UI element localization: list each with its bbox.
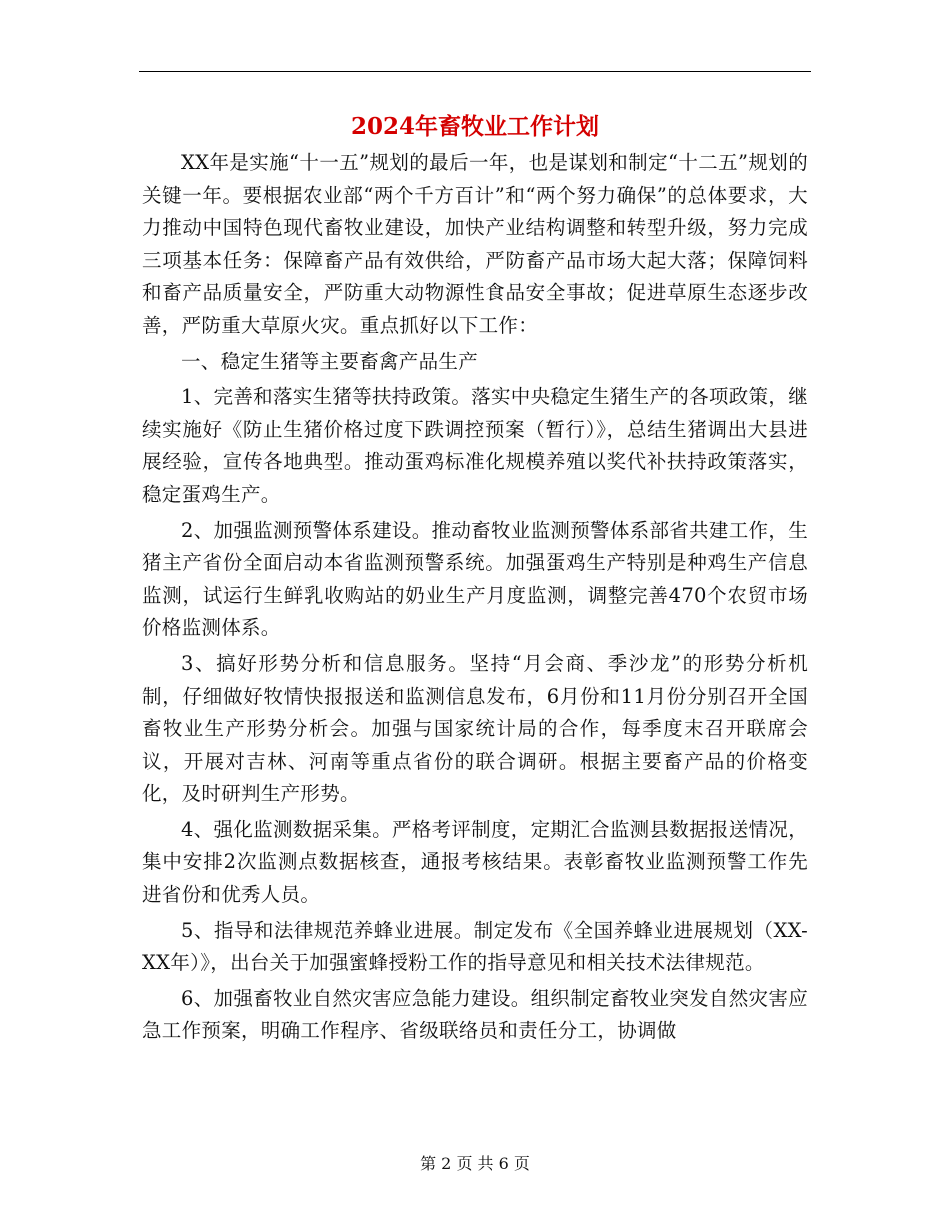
header-rule bbox=[139, 71, 811, 72]
paragraph-item-1: 1、完善和落实生猪等扶持政策。落实中央稳定生猪生产的各项政策，继续实施好《防止生猪价格过度下跌调控预案（暂行）》，总结生猪调出大县进展经验，宣传各地典型。推动蛋鸡标准化规模养殖以奖代补扶持政策落实，稳定蛋鸡生产。 bbox=[142, 385, 808, 506]
section-heading-1: 一、稳定生猪等主要畜禽产品生产 bbox=[181, 349, 479, 373]
paragraph-intro: XX年是实施“十一五”规划的最后一年，也是谋划和制定“十二五”规划的关键一年。要根据农业部“两个千方百计”和“两个努力确保”的总体要求，大力推动中国特色现代畜牧业建设，加快产业结构调整和转型升级，努力完成三项基本任务：保障畜产品有效供给，严防畜产品市场大起大落；保障饲料和畜产品质量安全，严防重大动物源性食品安全事故；促进草原生态逐步改善，严防重大草原火灾。重点抓好以下工作： bbox=[142, 151, 808, 337]
paragraph-item-6: 6、加强畜牧业自然灾害应急能力建设。组织制定畜牧业突发自然灾害应急工作预案，明确工作程序、省级联络员和责任分工，协调做 bbox=[142, 986, 808, 1043]
page-footer: 第 2 页 共 6 页 bbox=[420, 1154, 530, 1173]
paragraph-item-5: 5、指导和法律规范养蜂业进展。制定发布《全国养蜂业进展规划（XX-XX年）》，出台关于加强蜜蜂授粉工作的指导意见和相关技术法律规范。 bbox=[142, 918, 808, 975]
paragraph-item-2: 2、加强监测预警体系建设。推动畜牧业监测预警体系部省共建工作，生猪主产省份全面启动本省监测预警系统。加强蛋鸡生产特别是种鸡生产信息监测，试运行生鲜乳收购站的奶业生产月度监测，调整完善470个农贸市场价格监测体系。 bbox=[142, 518, 808, 640]
document-title: 2024年畜牧业工作计划 bbox=[350, 113, 599, 140]
paragraph-item-3: 3、搞好形势分析和信息服务。坚持“月会商、季沙龙”的形势分析机制，仔细做好牧情快报报送和监测信息发布，6月份和11月份分别召开全国畜牧业生产形势分析会。加强与国家统计局的合作，每季度末召开联席会议，开展对吉林、河南等重点省份的联合调研。根据主要畜产品的价格变化，及时研判生产形势。 bbox=[142, 651, 808, 806]
document-body bbox=[142, 147, 808, 1048]
paragraph-item-4: 4、强化监测数据采集。严格考评制度，定期汇合监测县数据报送情况，集中安排2次监测点数据核查，通报考核结果。表彰畜牧业监测预警工作先进省份和优秀人员。 bbox=[142, 817, 808, 907]
